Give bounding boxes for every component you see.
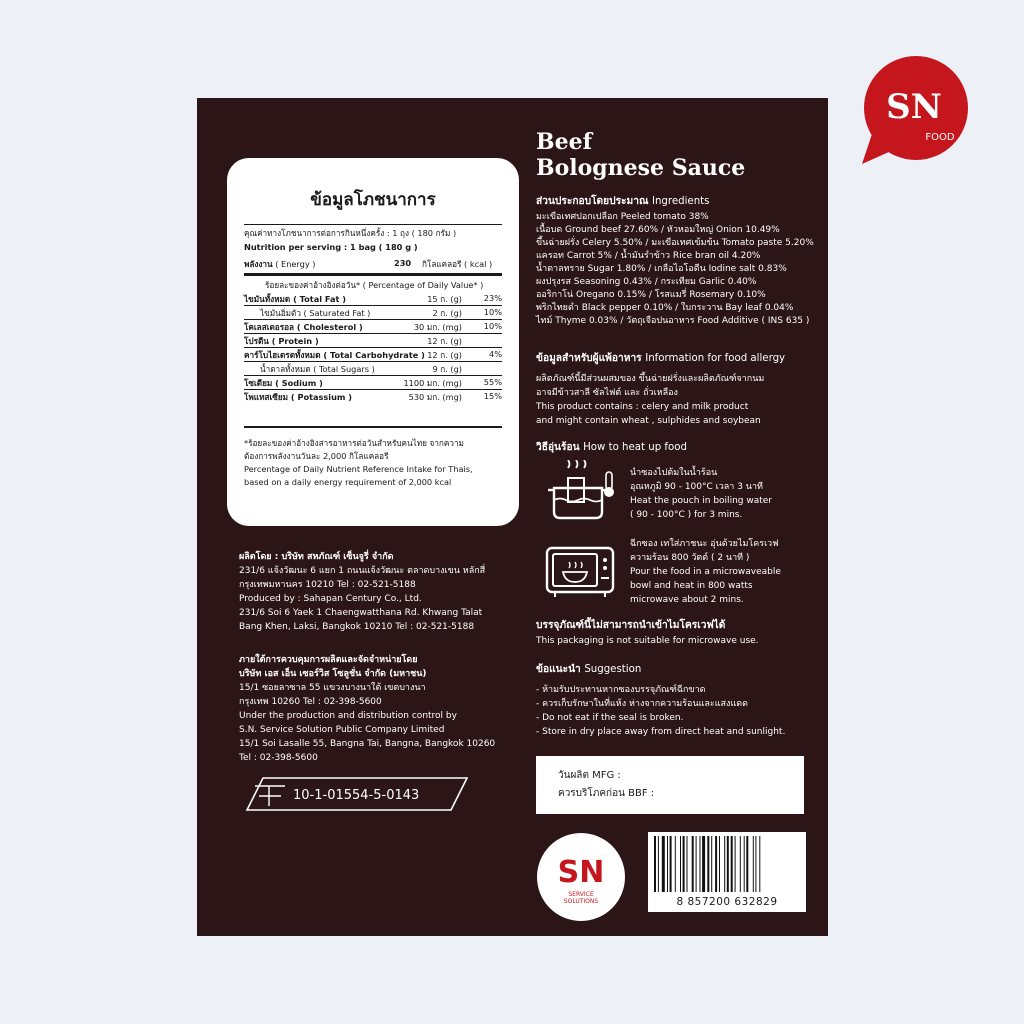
barcode-bar bbox=[692, 836, 694, 892]
barcode-bar bbox=[707, 836, 709, 892]
barcode-bar bbox=[680, 836, 681, 892]
barcode-bar bbox=[740, 836, 741, 892]
allergy-line: This product contains : celery and milk product bbox=[536, 402, 749, 412]
ingredient-line: ไทม์ Thyme 0.03% / วัตถุเจือปนอาหาร Food Additive ( INS 635 ) bbox=[536, 316, 810, 326]
micro-line: ฉีกซอง เทใส่ภาชนะ อุ่นด้วยไมโครเวฟ bbox=[630, 539, 779, 549]
barcode-bars bbox=[648, 832, 806, 894]
allergy-line: อาจมีข้าวสาลี ซัลไฟต์ และ ถั่วเหลือง bbox=[536, 388, 678, 398]
micro-line: Pour the food in a microwaveable bbox=[630, 567, 781, 577]
nutrient-label: โปรตีน ( Protein ) bbox=[244, 336, 319, 346]
serving-en: Nutrition per serving : 1 bag ( 180 g ) bbox=[244, 242, 418, 252]
distributor-line: บริษัท เอส เอ็น เซอร์วิส โซลูชั่น จำกัด (มหาชน) bbox=[239, 669, 427, 679]
nutrient-amount: 2 ก. (g) bbox=[432, 308, 462, 318]
footnote-en2: based on a daily energy requirement of 2,000 kcal bbox=[244, 477, 452, 487]
nutrient-amount: 1100 มก. (mg) bbox=[403, 378, 462, 388]
nutrient-amount: 15 ก. (g) bbox=[427, 294, 462, 304]
barcode-bar bbox=[662, 836, 665, 892]
allergy-heading: ข้อมูลสำหรับผู้แพ้อาหาร Information for food allergy bbox=[536, 353, 786, 364]
ingredient-line: พริกไทยดำ Black pepper 0.10% / ใบกระวาน Bay leaf 0.04% bbox=[536, 303, 794, 313]
allergy-line: and might contain wheat , sulphides and soybean bbox=[536, 416, 761, 426]
energy-label: พลังงาน bbox=[244, 259, 273, 269]
barcode-bar bbox=[724, 836, 725, 892]
package-back bbox=[197, 98, 828, 936]
footnote-th2: ต้องการพลังงานวันละ 2,000 กิโลแคลอรี bbox=[244, 451, 389, 461]
nutrient-label: โพแทสเซียม ( Potassium ) bbox=[244, 392, 353, 402]
distributor-line: Under the production and distribution control by bbox=[239, 711, 457, 721]
barcode-bar bbox=[744, 836, 745, 892]
boil-line: อุณหภูมิ 90 - 100°C เวลา 3 นาที bbox=[630, 482, 763, 492]
nutrient-amount: 9 ก. (g) bbox=[432, 364, 462, 374]
nutrient-percent: 10% bbox=[483, 321, 502, 331]
nutrient-amount: 30 มก. (mg) bbox=[413, 322, 462, 332]
dv-header: ร้อยละของค่าอ้างอิงต่อวัน* ( Percentage of Daily Value* ) bbox=[265, 280, 484, 290]
nutrient-label: ไขมันอิ่มตัว ( Saturated Fat ) bbox=[260, 308, 371, 318]
ingredient-line: แครอท Carrot 5% / น้ำมันรำข้าว Rice bran oil 4.20% bbox=[536, 251, 761, 261]
barcode-bar bbox=[654, 836, 656, 892]
sn-logo-sub1: SERVICE bbox=[568, 891, 594, 898]
barcode-bar bbox=[715, 836, 717, 892]
boil-line: นำซองไปต้มในน้ำร้อน bbox=[630, 468, 718, 478]
nutrient-label: คาร์โบไฮเดรตทั้งหมด ( Total Carbohydrate ) bbox=[244, 350, 425, 360]
footnote-en1: Percentage of Daily Nutrient Reference Intake for Thais, bbox=[244, 464, 473, 474]
producer-line: กรุงเทพมหานคร 10210 Tel : 02-521-5188 bbox=[239, 580, 416, 590]
suggestion-line: - ควรเก็บรักษาในที่แห้ง ห่างจากความร้อนและแสงแดด bbox=[536, 699, 748, 709]
energy-en: ( Energy ) bbox=[275, 259, 316, 269]
barcode-bar bbox=[759, 836, 760, 892]
nutrient-percent: 4% bbox=[489, 349, 502, 359]
date-box bbox=[536, 756, 804, 814]
ingredient-line: น้ำตาลทราย Sugar 1.80% / เกลือไอโอดีน Iodine salt 0.83% bbox=[536, 264, 787, 274]
fda-number: 10-1-01554-5-0143 bbox=[293, 788, 420, 803]
mfg-label: วันผลิต MFG : bbox=[558, 770, 621, 781]
thermometer-icon bbox=[601, 470, 617, 498]
heat-heading: วิธีอุ่นร้อน How to heat up food bbox=[536, 442, 687, 453]
barcode-bar bbox=[700, 836, 701, 892]
nutrient-label: โคเลสเตอรอล ( Cholesterol ) bbox=[244, 322, 363, 332]
micro-line: ความร้อน 800 วัตต์ ( 2 นาที ) bbox=[630, 553, 750, 563]
suggestion-line: - ห้ามรับประทานหากซองบรรจุภัณฑ์ฉีกขาด bbox=[536, 685, 706, 695]
ingredient-line: ขึ้นฉ่ายฝรั่ง Celery 5.50% / มะเขือเทศเข้มข้น Tomato paste 5.20% bbox=[536, 238, 814, 248]
nutrient-percent: 15% bbox=[483, 391, 502, 401]
barcode-bar bbox=[719, 836, 720, 892]
ingredient-line: ออริกาโน่ Oregano 0.15% / โรสแมรี่ Rosemary 0.10% bbox=[536, 290, 766, 300]
nutrient-amount: 12 ก. (g) bbox=[427, 336, 462, 346]
distributor-line: S.N. Service Solution Public Company Limited bbox=[239, 725, 445, 735]
barcode-bar bbox=[658, 836, 659, 892]
suggestion-line: - Store in dry place away from direct heat and sunlight. bbox=[536, 727, 786, 737]
ingredient-line: เนื้อบด Ground beef 27.60% / หัวหอมใหญ่ Onion 10.49% bbox=[536, 225, 780, 235]
sn-logo-sub2: SOLUTIONS bbox=[563, 898, 599, 905]
producer-line: ผลิตโดย : บริษัท สหภัณฑ์ เซ็นจูรี่ จำกัด bbox=[239, 552, 394, 562]
barcode-bar bbox=[667, 836, 668, 892]
nutrition-panel bbox=[227, 158, 519, 526]
distributor-line: Tel : 02-398-5600 bbox=[239, 753, 318, 763]
barcode-bar bbox=[746, 836, 748, 892]
nutrient-percent: 10% bbox=[483, 307, 502, 317]
serving-th: คุณค่าทางโภชนาการต่อการกินหนึ่งครั้ง : 1 ถุง ( 180 กรัม ) bbox=[244, 228, 457, 238]
footnote-th1: *ร้อยละของค่าอ้างอิงสารอาหารต่อวันสำหรับคนไทย จากความ bbox=[244, 438, 464, 448]
nutrient-amount: 530 มก. (mg) bbox=[408, 392, 462, 402]
energy-row bbox=[244, 258, 502, 271]
title-line1: Beef bbox=[536, 129, 593, 155]
title-line2: Bolognese Sauce bbox=[536, 155, 746, 181]
nutrient-percent: 55% bbox=[483, 377, 502, 387]
barcode-bar bbox=[727, 836, 729, 892]
producer-line: 231/6 Soi 6 Yaek 1 Chaengwatthana Rd. Khwang Talat bbox=[239, 608, 483, 618]
barcode-bar bbox=[753, 836, 754, 892]
barcode-bar bbox=[696, 836, 697, 892]
nutrient-label: น้ำตาลทั้งหมด ( Total Sugars ) bbox=[260, 364, 375, 374]
ingredient-line: ผงปรุงรส Seasoning 0.43% / กระเทียม Garlic 0.40% bbox=[536, 277, 757, 287]
badge-sub: FOOD bbox=[925, 132, 955, 143]
barcode-bar bbox=[755, 836, 756, 892]
nutrient-label: ไขมันทั้งหมด ( Total Fat ) bbox=[244, 294, 347, 304]
distributor-line: 15/1 Soi Lasalle 55, Bangna Tai, Bangna, Bangkok 10260 bbox=[239, 739, 496, 749]
micro-line: microwave about 2 mins. bbox=[630, 595, 744, 605]
nutrient-percent: 23% bbox=[483, 293, 502, 303]
packaging-heading: บรรจุภัณฑ์นี้ไม่สามารถนำเข้าไมโครเวฟได้ bbox=[536, 620, 726, 631]
energy-value: 230 bbox=[394, 258, 412, 268]
product-title bbox=[536, 129, 745, 181]
barcode-bar bbox=[731, 836, 733, 892]
suggestion-line: - Do not eat if the seal is broken. bbox=[536, 713, 684, 723]
barcode-bar bbox=[735, 836, 736, 892]
sn-service-solutions-logo bbox=[536, 832, 626, 922]
barcode-bar bbox=[702, 836, 705, 892]
nutrient-amount: 12 ก. (g) bbox=[427, 350, 462, 360]
distributor-line: กรุงเทพ 10260 Tel : 02-398-5600 bbox=[239, 697, 382, 707]
bbf-label: ควรบริโภคก่อน BBF : bbox=[558, 788, 655, 799]
producer-line: 231/6 แจ้งวัฒนะ 6 แยก 1 ถนนแจ้งวัฒนะ ตลาดบางเขน หลักสี่ bbox=[239, 566, 486, 576]
barcode-bar bbox=[670, 836, 672, 892]
distributor-line: ภายใต้การควบคุมการผลิตและจัดจำหน่ายโดย bbox=[239, 655, 418, 665]
microwave-icon bbox=[545, 544, 615, 598]
distributor-line: 15/1 ซอยลาซาล 55 แขวงบางนาใต้ เขตบางนา bbox=[239, 683, 426, 693]
ingredients-heading: ส่วนประกอบโดยประมาณ Ingredients bbox=[536, 196, 710, 207]
nutrition-title: ข้อมูลโภชนาการ bbox=[310, 190, 436, 210]
sn-logo-text: SN bbox=[557, 855, 605, 890]
barcode-bar bbox=[683, 836, 685, 892]
barcode-bar bbox=[711, 836, 712, 892]
ingredient-line: มะเขือเทศปอกเปลือก Peeled tomato 38% bbox=[536, 212, 709, 222]
barcode-number: 8 857200 632829 bbox=[676, 896, 778, 908]
boil-line: Heat the pouch in boiling water bbox=[630, 496, 772, 506]
producer-line: Bang Khen, Laksi, Bangkok 10210 Tel : 02-521-5188 bbox=[239, 622, 475, 632]
badge-text: SN bbox=[886, 87, 942, 127]
sn-food-logo bbox=[858, 56, 970, 168]
barcode-bar bbox=[675, 836, 676, 892]
allergy-line: ผลิตภัณฑ์นี้มีส่วนผสมของ ขึ้นฉ่ายฝรั่งและผลิตภัณฑ์จากนม bbox=[536, 374, 765, 384]
nutrient-label: โซเดียม ( Sodium ) bbox=[244, 378, 323, 388]
micro-line: bowl and heat in 800 watts bbox=[630, 581, 753, 591]
nutrient-row bbox=[244, 391, 502, 404]
energy-unit: กิโลแคลอรี ( kcal ) bbox=[422, 259, 493, 269]
boil-line: ( 90 - 100°C ) for 3 mins. bbox=[630, 510, 743, 520]
producer-line: Produced by : Sahapan Century Co., Ltd. bbox=[239, 594, 422, 604]
barcode-bar bbox=[687, 836, 688, 892]
suggestion-heading: ข้อแนะนำ Suggestion bbox=[536, 664, 642, 675]
packaging-line: This packaging is not suitable for microwave use. bbox=[536, 636, 759, 646]
